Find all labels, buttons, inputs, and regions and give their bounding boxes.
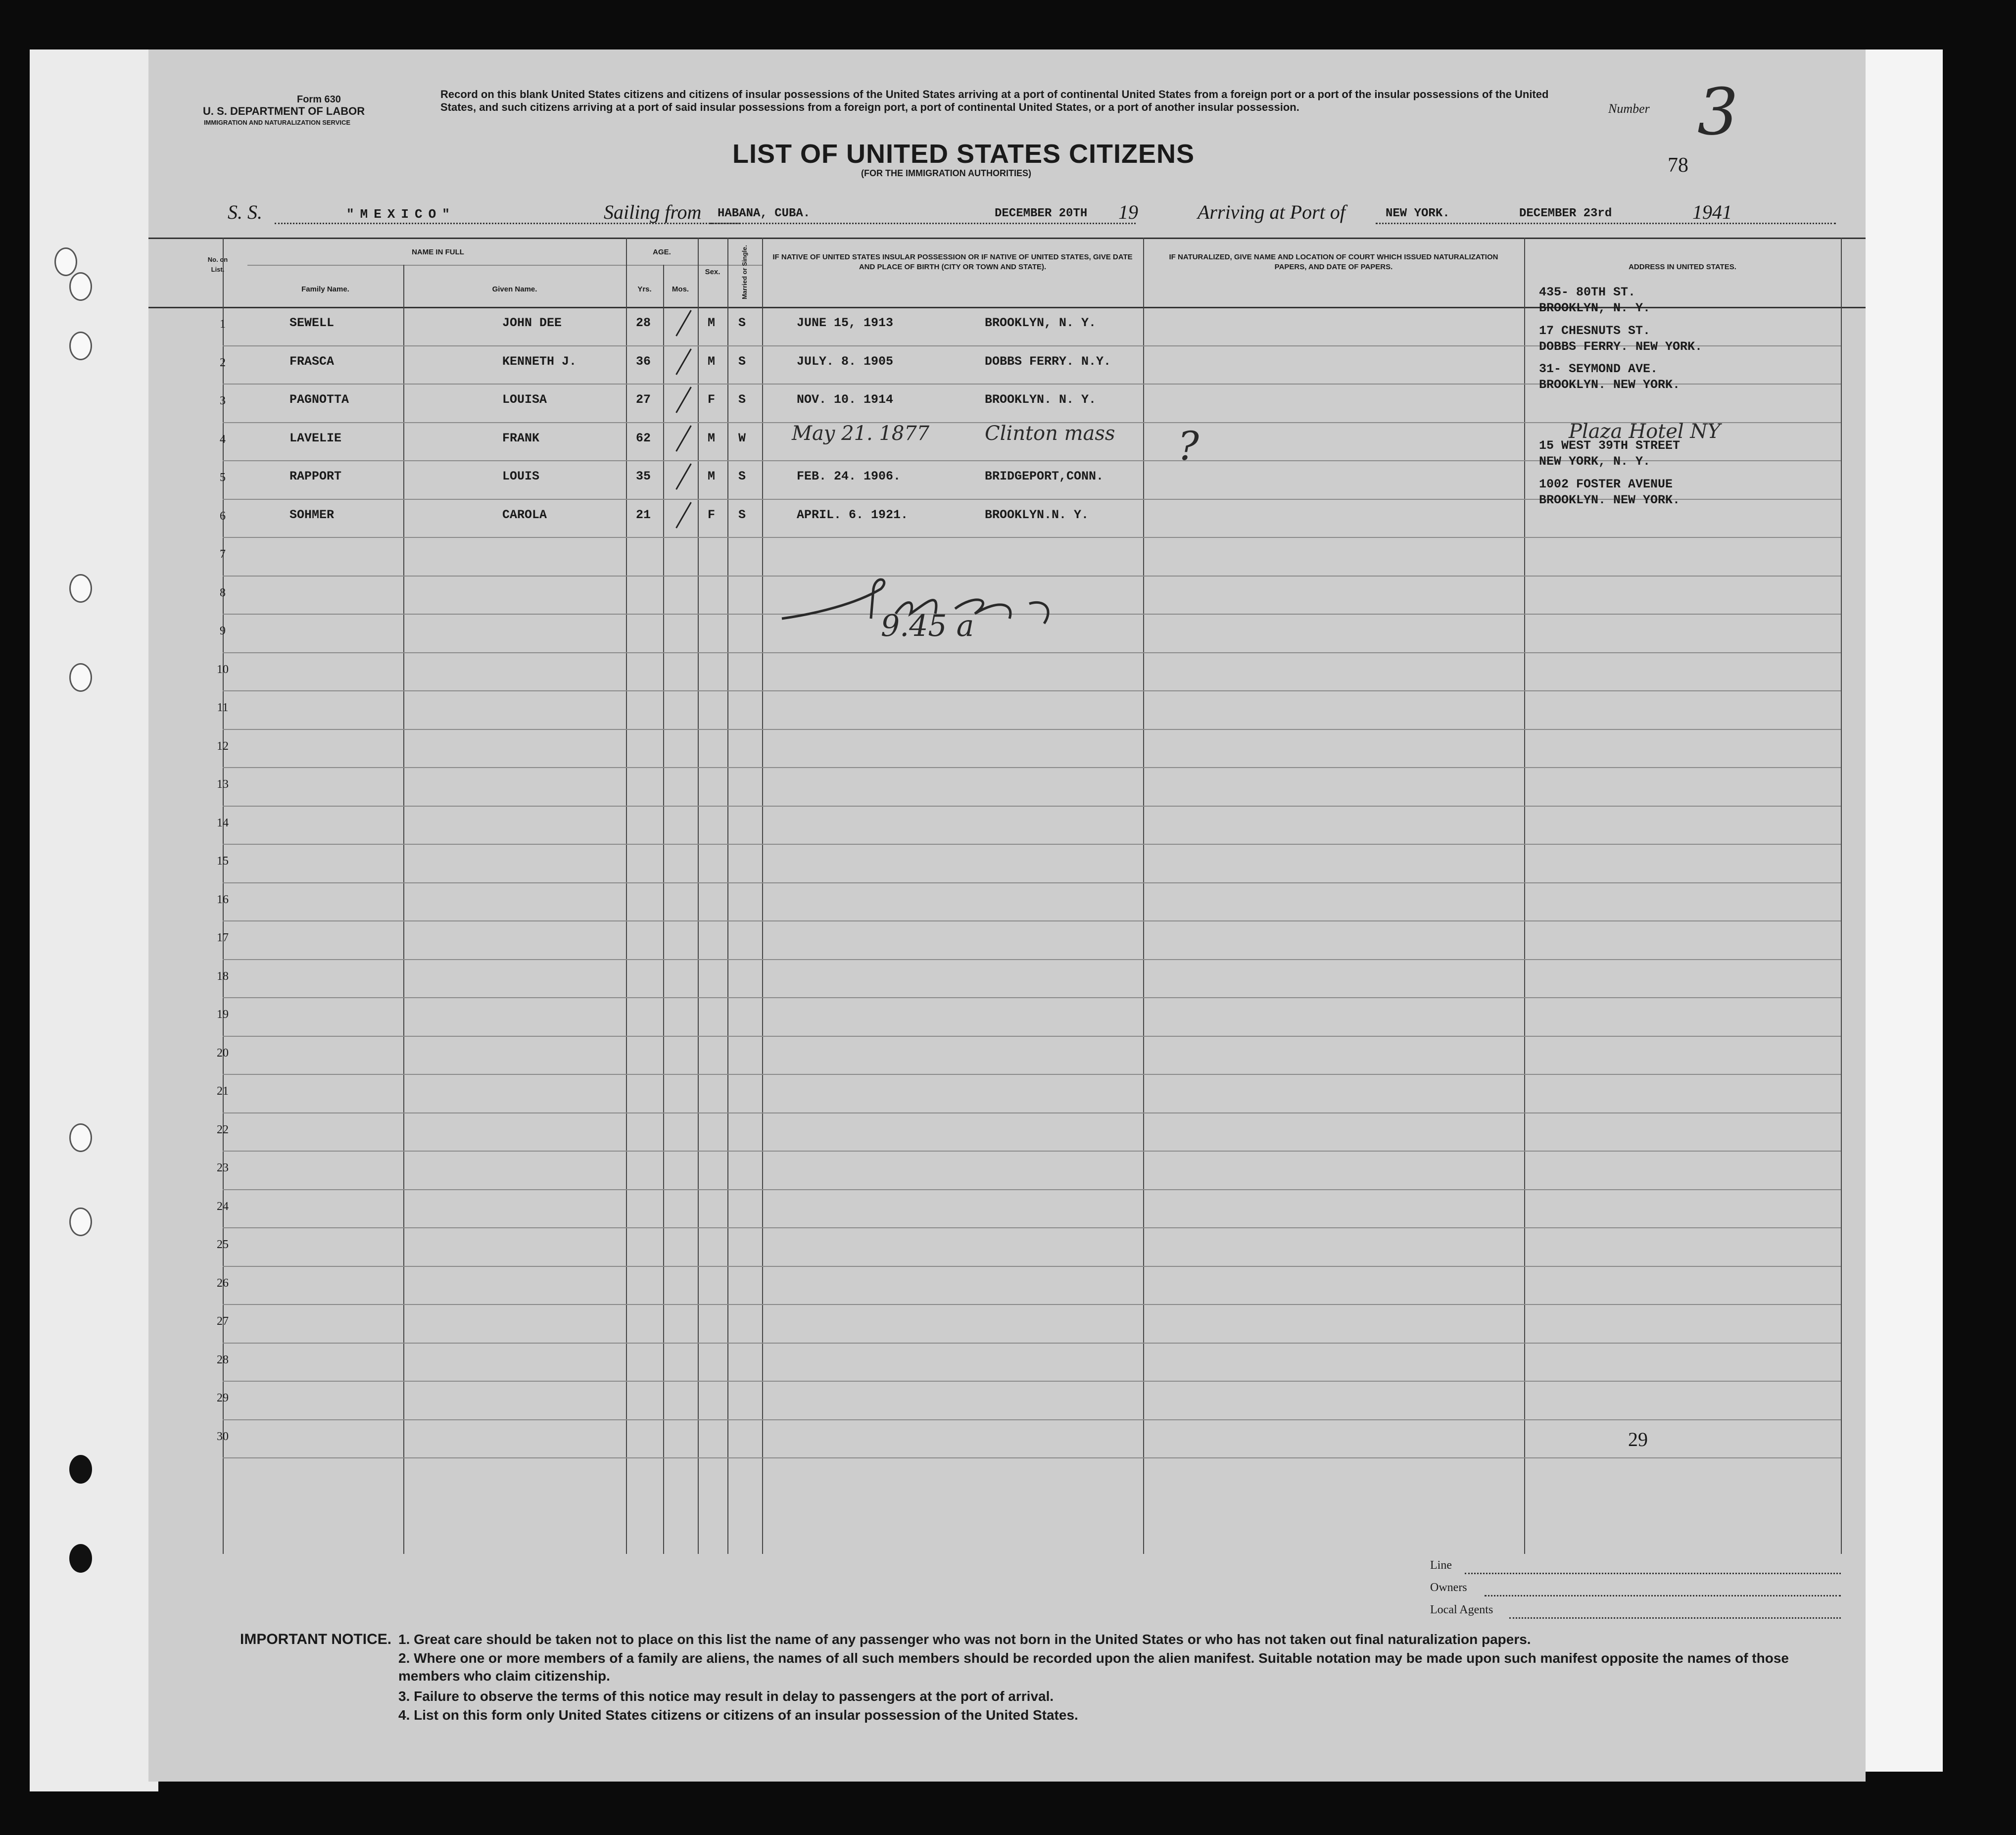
punch-hole bbox=[69, 1455, 92, 1484]
row-rule bbox=[223, 806, 1841, 807]
address-line-2: BROOKLYN. NEW YORK. bbox=[1539, 378, 1680, 392]
marital-status: S bbox=[738, 316, 746, 330]
sex: M bbox=[708, 431, 716, 445]
birth-place: Clinton mass bbox=[985, 422, 1115, 445]
row-number: 6 bbox=[220, 509, 226, 523]
citizen-list-form bbox=[148, 49, 1866, 1782]
punch-hole bbox=[69, 574, 92, 603]
family-name: FRASCA bbox=[289, 354, 335, 369]
number-label: Number bbox=[1608, 101, 1650, 116]
dotted-line bbox=[1485, 1595, 1841, 1596]
punch-hole bbox=[69, 1544, 92, 1573]
row-rule bbox=[223, 729, 1841, 730]
row-rule bbox=[223, 920, 1841, 921]
row-rule bbox=[223, 537, 1841, 538]
sailing-port: HABANA, CUBA. bbox=[718, 207, 811, 220]
row-rule bbox=[223, 959, 1841, 960]
row-rule bbox=[223, 1343, 1841, 1344]
row-number: 1 bbox=[220, 318, 226, 331]
form-title: LIST OF UNITED STATES CITIZENS bbox=[732, 139, 1195, 169]
given-name: KENNETH J. bbox=[502, 354, 577, 369]
col-header-married: Married or Single. bbox=[741, 245, 748, 299]
row-rule bbox=[223, 767, 1841, 768]
column-rule bbox=[1524, 238, 1525, 1554]
address-line-2: DOBBS FERRY. NEW YORK. bbox=[1539, 339, 1703, 354]
row-rule bbox=[223, 1189, 1841, 1190]
binder-strip bbox=[30, 49, 158, 1791]
given-name: JOHN DEE bbox=[502, 316, 562, 330]
age-years: 35 bbox=[636, 469, 651, 483]
age-months-tick bbox=[675, 348, 692, 375]
row-number: 24 bbox=[217, 1200, 229, 1213]
form-instructions: Record on this blank United States citizens and citizens of insular possessions of the United States arriving at a port of continental United States from a foreign port or a port of the insular possessions of the United States, and such citizens arriving at a port of said insular possessions from a foreign port, a port of continental United States, or a port of another insular possession. bbox=[440, 88, 1549, 113]
row-number: 17 bbox=[217, 931, 229, 944]
punch-hole bbox=[69, 1207, 92, 1236]
age-years: 21 bbox=[636, 507, 651, 522]
address-line-1: 1002 FOSTER AVENUE bbox=[1539, 477, 1673, 491]
row-number: 25 bbox=[217, 1238, 229, 1251]
row-number: 14 bbox=[217, 816, 229, 829]
col-header-given-name: Given Name. bbox=[492, 285, 537, 293]
family-name: PAGNOTTA bbox=[289, 392, 349, 407]
row-number: 22 bbox=[217, 1123, 229, 1136]
notice-2: 2. Where one or more members of a family are aliens, the names of all such members should be recorded upon the alien manifest. Suitable notation may be made upon such manifest opposite the names of those members who claim citizenship. bbox=[398, 1650, 1789, 1684]
birth-date: May 21. 1877 bbox=[792, 422, 930, 445]
arrival-date: DECEMBER 23rd bbox=[1519, 207, 1612, 220]
family-name: SEWELL bbox=[289, 316, 335, 330]
birth-date: JULY. 8. 1905 bbox=[797, 354, 894, 369]
header-divider bbox=[247, 265, 762, 266]
age-years: 27 bbox=[636, 392, 651, 407]
time-note: 9.45 a bbox=[881, 609, 974, 643]
row-number: 9 bbox=[220, 625, 226, 637]
arrival-port: NEW YORK. bbox=[1386, 207, 1450, 220]
age-months-tick bbox=[675, 463, 692, 489]
dotted-line bbox=[710, 223, 1136, 224]
row-number: 19 bbox=[217, 1008, 229, 1021]
row-rule bbox=[223, 690, 1841, 691]
family-name: RAPPORT bbox=[289, 469, 342, 483]
address-line-1: Plaza Hotel NY bbox=[1569, 420, 1721, 443]
row-number: 10 bbox=[217, 663, 229, 676]
birth-place: BROOKLYN. N. Y. bbox=[985, 392, 1097, 407]
col-header-no: No. on List. bbox=[207, 256, 228, 273]
family-name: LAVELIE bbox=[289, 431, 342, 445]
column-rule bbox=[403, 265, 404, 1554]
col-header-birth: IF NATIVE OF UNITED STATES INSULAR POSSESSION OR IF NATIVE OF UNITED STATES, GIVE DATE AND PLACE OF BIRTH (CITY OR TOWN AND STATE). bbox=[772, 253, 1133, 271]
birth-date: JUNE 15, 1913 bbox=[797, 316, 894, 330]
page-number: 78 bbox=[1668, 154, 1688, 177]
column-rule bbox=[762, 238, 763, 1554]
row-number: 20 bbox=[217, 1046, 229, 1060]
age-months-tick bbox=[675, 310, 692, 336]
row-rule bbox=[223, 1112, 1841, 1113]
service-name: IMMIGRATION AND NATURALIZATION SERVICE bbox=[203, 119, 351, 126]
column-rule bbox=[1841, 238, 1842, 1554]
row-number: 2 bbox=[220, 356, 226, 369]
row-number: 8 bbox=[220, 586, 226, 599]
marital-status: S bbox=[738, 507, 746, 522]
row-number: 15 bbox=[217, 855, 229, 868]
age-months-tick bbox=[675, 502, 692, 528]
row-number: 30 bbox=[217, 1430, 229, 1443]
age-months-tick bbox=[675, 425, 692, 451]
sex: F bbox=[708, 507, 716, 522]
row-number: 26 bbox=[217, 1276, 229, 1290]
birth-date: FEB. 24. 1906. bbox=[797, 469, 901, 483]
ship-name: "MEXICO" bbox=[346, 207, 456, 222]
question-mark: ? bbox=[1178, 423, 1199, 469]
sailing-label: Sailing from bbox=[604, 201, 702, 223]
arrival-year: 1941 bbox=[1692, 201, 1732, 223]
marital-status: S bbox=[738, 354, 746, 369]
age-months-tick bbox=[675, 386, 692, 413]
row-number: 3 bbox=[220, 394, 226, 407]
row-number: 7 bbox=[220, 548, 226, 561]
age-years: 28 bbox=[636, 316, 651, 330]
column-rule bbox=[626, 238, 627, 1554]
line-label: Line bbox=[1430, 1559, 1452, 1572]
birth-place: BRIDGEPORT,CONN. bbox=[985, 469, 1104, 483]
list-number: 3 bbox=[1697, 74, 1738, 149]
marital-status: S bbox=[738, 392, 746, 407]
row-number: 28 bbox=[217, 1353, 229, 1366]
sex: M bbox=[708, 469, 716, 483]
row-rule bbox=[223, 882, 1841, 883]
col-header-family-name: Family Name. bbox=[301, 285, 349, 293]
row-rule bbox=[223, 652, 1841, 653]
row-number: 4 bbox=[220, 433, 226, 446]
page-count: 29 bbox=[1628, 1428, 1648, 1450]
given-name: CAROLA bbox=[502, 507, 547, 522]
row-number: 5 bbox=[220, 471, 226, 484]
marital-status: S bbox=[738, 469, 746, 483]
birth-date: NOV. 10. 1914 bbox=[797, 392, 894, 407]
department-name: U. S. DEPARTMENT OF LABOR bbox=[203, 105, 365, 117]
age-years: 36 bbox=[636, 354, 651, 369]
marital-status: W bbox=[738, 431, 746, 445]
address-line-2: NEW YORK, N. Y. bbox=[1539, 454, 1651, 469]
column-rule bbox=[663, 265, 664, 1554]
notice-4: 4. List on this form only United States citizens or citizens of an insular possession of the United States. bbox=[398, 1707, 1078, 1723]
row-rule bbox=[223, 1304, 1841, 1305]
sex: F bbox=[708, 392, 716, 407]
row-rule bbox=[223, 1036, 1841, 1037]
birth-date: APRIL. 6. 1921. bbox=[797, 507, 909, 522]
row-rule bbox=[223, 1266, 1841, 1267]
col-header-mos: Mos. bbox=[672, 285, 689, 293]
column-rule bbox=[727, 238, 728, 1554]
address-line-1: 15 WEST 39TH STREET bbox=[1539, 438, 1680, 453]
given-name: LOUIS bbox=[502, 469, 540, 483]
row-rule bbox=[223, 997, 1841, 998]
address-line-2: BROOKLYN. NEW YORK. bbox=[1539, 492, 1680, 507]
col-header-name-in-full: NAME IN FULL bbox=[412, 248, 464, 256]
row-rule bbox=[223, 1419, 1841, 1420]
col-header-address: ADDRESS IN UNITED STATES. bbox=[1629, 263, 1736, 271]
col-header-sex: Sex. bbox=[705, 268, 720, 276]
row-number: 27 bbox=[217, 1315, 229, 1328]
notice-3: 3. Failure to observe the terms of this notice may result in delay to passengers at the port of arrival. bbox=[398, 1689, 1054, 1704]
row-number: 11 bbox=[217, 701, 229, 714]
column-rule bbox=[1143, 238, 1144, 1554]
row-number: 16 bbox=[217, 893, 229, 906]
row-number: 12 bbox=[217, 739, 229, 753]
agents-label: Local Agents bbox=[1430, 1603, 1493, 1616]
sailing-date: DECEMBER 20TH bbox=[995, 207, 1088, 220]
given-name: LOUISA bbox=[502, 392, 547, 407]
dotted-line bbox=[1465, 1573, 1841, 1574]
row-rule bbox=[223, 1457, 1841, 1458]
birth-place: BROOKLYN, N. Y. bbox=[985, 316, 1097, 330]
row-rule bbox=[223, 1074, 1841, 1075]
table-top-rule bbox=[148, 238, 1866, 239]
sex: M bbox=[708, 316, 716, 330]
row-rule bbox=[223, 1227, 1841, 1228]
passenger-table bbox=[148, 238, 1866, 1554]
row-number: 18 bbox=[217, 969, 229, 983]
owners-label: Owners bbox=[1430, 1581, 1467, 1594]
row-number: 21 bbox=[217, 1085, 229, 1098]
birth-place: BROOKLYN.N. Y. bbox=[985, 507, 1089, 522]
dotted-line bbox=[1509, 1617, 1841, 1619]
address-line-2: BROOKLYN, N. Y. bbox=[1539, 301, 1651, 315]
form-subtitle: (FOR THE IMMIGRATION AUTHORITIES) bbox=[861, 168, 1031, 178]
address-line-1: 435- 80TH ST. bbox=[1539, 285, 1636, 299]
row-rule bbox=[223, 1381, 1841, 1382]
given-name: FRANK bbox=[502, 431, 540, 445]
row-number: 29 bbox=[217, 1392, 229, 1404]
col-header-naturalized: IF NATURALIZED, GIVE NAME AND LOCATION OF COURT WHICH ISSUED NATURALIZATION PAPERS, AND DATE OF PAPERS. bbox=[1169, 253, 1498, 271]
row-number: 23 bbox=[217, 1161, 229, 1174]
address-line-1: 17 CHESNUTS ST. bbox=[1539, 323, 1651, 338]
birth-place: DOBBS FERRY. N.Y. bbox=[985, 354, 1111, 369]
notice-heading: IMPORTANT NOTICE. bbox=[240, 1631, 392, 1647]
punch-hole bbox=[69, 1123, 92, 1152]
row-rule bbox=[223, 1151, 1841, 1152]
age-years: 62 bbox=[636, 431, 651, 445]
punch-hole bbox=[69, 332, 92, 360]
year-prefix: 19 bbox=[1118, 201, 1138, 223]
punch-hole bbox=[69, 272, 92, 301]
ss-label: S. S. bbox=[228, 201, 262, 223]
punch-hole bbox=[69, 663, 92, 692]
arriving-label: Arriving at Port of bbox=[1198, 201, 1345, 223]
col-header-yrs: Yrs. bbox=[637, 285, 652, 293]
dotted-line bbox=[1376, 223, 1836, 224]
row-rule bbox=[223, 844, 1841, 845]
col-header-age: AGE. bbox=[653, 248, 671, 256]
family-name: SOHMER bbox=[289, 507, 335, 522]
notice-1: 1. Great care should be taken not to place on this list the name of any passenger who was not born in the United States or who has not taken out final naturalization papers. bbox=[398, 1632, 1531, 1647]
column-rule bbox=[698, 238, 699, 1554]
sex: M bbox=[708, 354, 716, 369]
form-number: Form 630 bbox=[297, 94, 341, 105]
address-line-1: 31- SEYMOND AVE. bbox=[1539, 362, 1658, 376]
punch-hole bbox=[54, 247, 77, 276]
row-number: 13 bbox=[217, 778, 229, 791]
